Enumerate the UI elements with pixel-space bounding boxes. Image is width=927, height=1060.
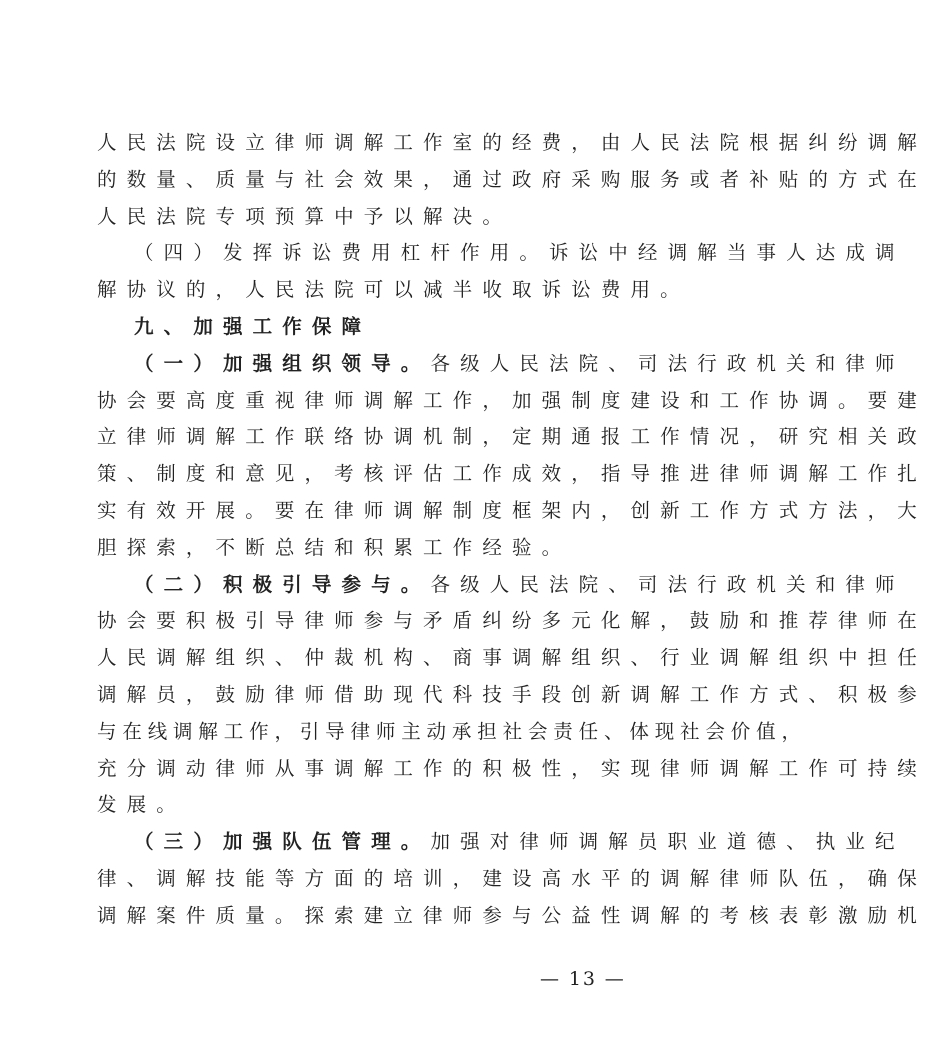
text-line: （四）发挥诉讼费用杠杆作用。诉讼中经调解当事人达成调 [134, 241, 905, 265]
item-heading: （三）加强队伍管理。 [134, 830, 431, 854]
document-body [97, 125, 927, 935]
section-heading: 九、加强工作保障 [134, 314, 372, 338]
text-line: 的数量、质量与社会效果，通过政府采购服务或者补贴的方式在 [97, 167, 927, 191]
page-number: — 13 — [540, 968, 626, 990]
text-line: 与在线调解工作，引导律师主动承担社会责任、体现社会价值， [97, 719, 807, 743]
text-line: 人民调解组织、仲裁机构、商事调解组织、行业调解组织中担任 [97, 646, 927, 670]
text-line: （三）加强队伍管理。加强对律师调解员职业道德、执业纪 [134, 830, 905, 854]
text-line: 解协议的，人民法院可以减半收取诉讼费用。 [97, 278, 690, 302]
item-heading: （一）加强组织领导。 [134, 351, 431, 375]
text-line: 实有效开展。要在律师调解制度框架内，创新工作方式方法，大 [97, 498, 927, 522]
text-line: 调解员，鼓励律师借助现代科技手段创新调解工作方式、积极参 [97, 682, 927, 706]
item-heading: （二）积极引导参与。 [134, 572, 431, 596]
text-line: （二）积极引导参与。各级人民法院、司法行政机关和律师 [134, 572, 905, 596]
text-line: 人民法院专项预算中予以解决。 [97, 204, 512, 228]
text-line: 胆探索，不断总结和积累工作经验。 [97, 535, 572, 559]
text-line: 协会要高度重视律师调解工作，加强制度建设和工作协调。要建 [97, 388, 927, 412]
text-line: 调解案件质量。探索建立律师参与公益性调解的考核表彰激励机 [97, 903, 927, 927]
text-line: 律、调解技能等方面的培训，建设高水平的调解律师队伍，确保 [97, 866, 927, 890]
text-line: 发展。 [97, 793, 186, 817]
text-line: （一）加强组织领导。各级人民法院、司法行政机关和律师 [134, 351, 905, 375]
text-line: 协会要积极引导律师参与矛盾纠纷多元化解，鼓励和推荐律师在 [97, 609, 927, 633]
text-line: 策、制度和意见，考核评估工作成效，指导推进律师调解工作扎 [97, 462, 927, 486]
text-line: 充分调动律师从事调解工作的积极性，实现律师调解工作可持续 [97, 756, 927, 780]
text-line: 立律师调解工作联络协调机制，定期通报工作情况，研究相关政 [97, 425, 927, 449]
text-line: 人民法院设立律师调解工作室的经费，由人民法院根据纠纷调解 [97, 131, 927, 154]
